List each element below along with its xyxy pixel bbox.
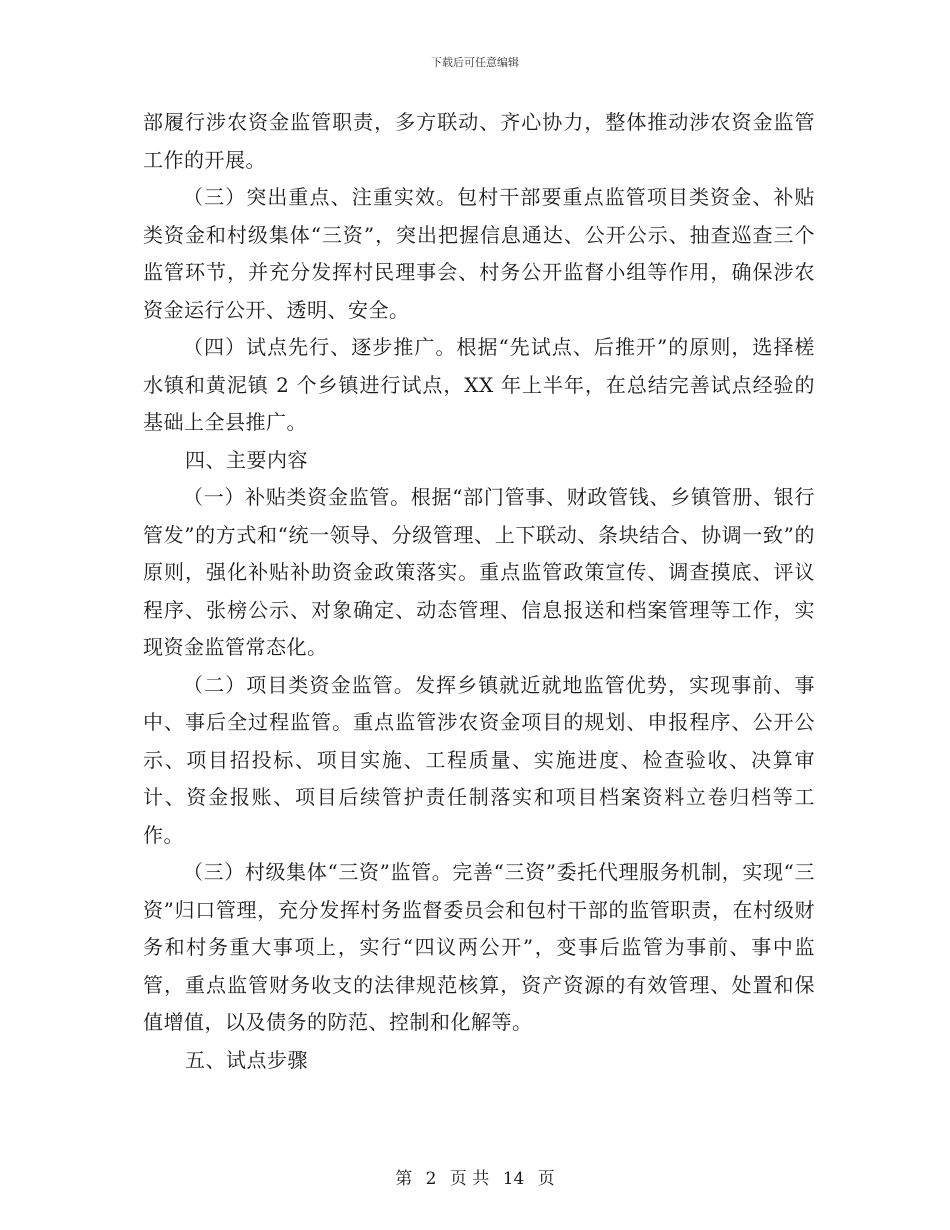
- footer-suffix: 页: [537, 1169, 555, 1189]
- footer-total-pages: 14: [502, 1169, 525, 1189]
- document-body: [143, 104, 815, 1079]
- footer-mid: 页 共: [449, 1169, 490, 1189]
- paragraph-pilot-first: （四）试点先行、逐步推广。根据“先试点、后推开”的原则，选择槎水镇和黄泥镇 2 个乡镇进行试点，XX 年上半年，在总结完善试点经验的基础上全县推广。: [143, 335, 815, 434]
- paragraph-continuation: 部履行涉农资金监管职责，多方联动、齐心协力，整体推动涉农资金监管工作的开展。: [143, 110, 815, 172]
- paragraph-subsidy-funds: （一）补贴类资金监管。根据“部门管事、财政管钱、乡镇管册、银行管发”的方式和“统一领导、分级管理、上下联动、条块结合、协调一致”的原则，强化补贴补助资金政策落实。重点监管政策宣传、调查摸底、评议程序、张榜公示、对象确定、动态管理、信息报送和档案管理等工作，实现资金监管常态化。: [143, 485, 815, 659]
- page-footer: [0, 1164, 950, 1189]
- page-header: 下载后可任意编辑: [431, 56, 519, 69]
- section-heading-main-content: 四、主要内容: [185, 447, 308, 472]
- footer-prefix: 第: [395, 1169, 413, 1189]
- section-heading-pilot-steps: 五、试点步骤: [185, 1047, 308, 1072]
- paragraph-project-funds: （二）项目类资金监管。发挥乡镇就近就地监管优势，实现事前、事中、事后全过程监管。重点监管涉农资金项目的规划、申报程序、公开公示、项目招投标、项目实施、工程质量、实施进度、检查验收、决算审计、资金报账、项目后续管护责任制落实和项目档案资料立卷归档等工作。: [143, 672, 815, 847]
- footer-page-number: 2: [425, 1169, 437, 1189]
- paragraph-highlight-focus: （三）突出重点、注重实效。包村干部要重点监管项目类资金、补贴类资金和村级集体“三资”，突出把握信息通达、公开公示、抽查巡查三个监管环节，并充分发挥村民理事会、村务公开监督小组等作用，确保涉农资金运行公开、透明、安全。: [143, 185, 815, 322]
- paragraph-village-assets: （三）村级集体“三资”监管。完善“三资”委托代理服务机制，实现“三资”归口管理，充分发挥村务监督委员会和包村干部的监管职责，在村级财务和村务重大事项上，实行“四议两公开”，变事后监管为事前、事中监管，重点监管财务收支的法律规范核算，资产资源的有效管理、处置和保值增值，以及债务的防范、控制和化解等。: [143, 860, 815, 1034]
